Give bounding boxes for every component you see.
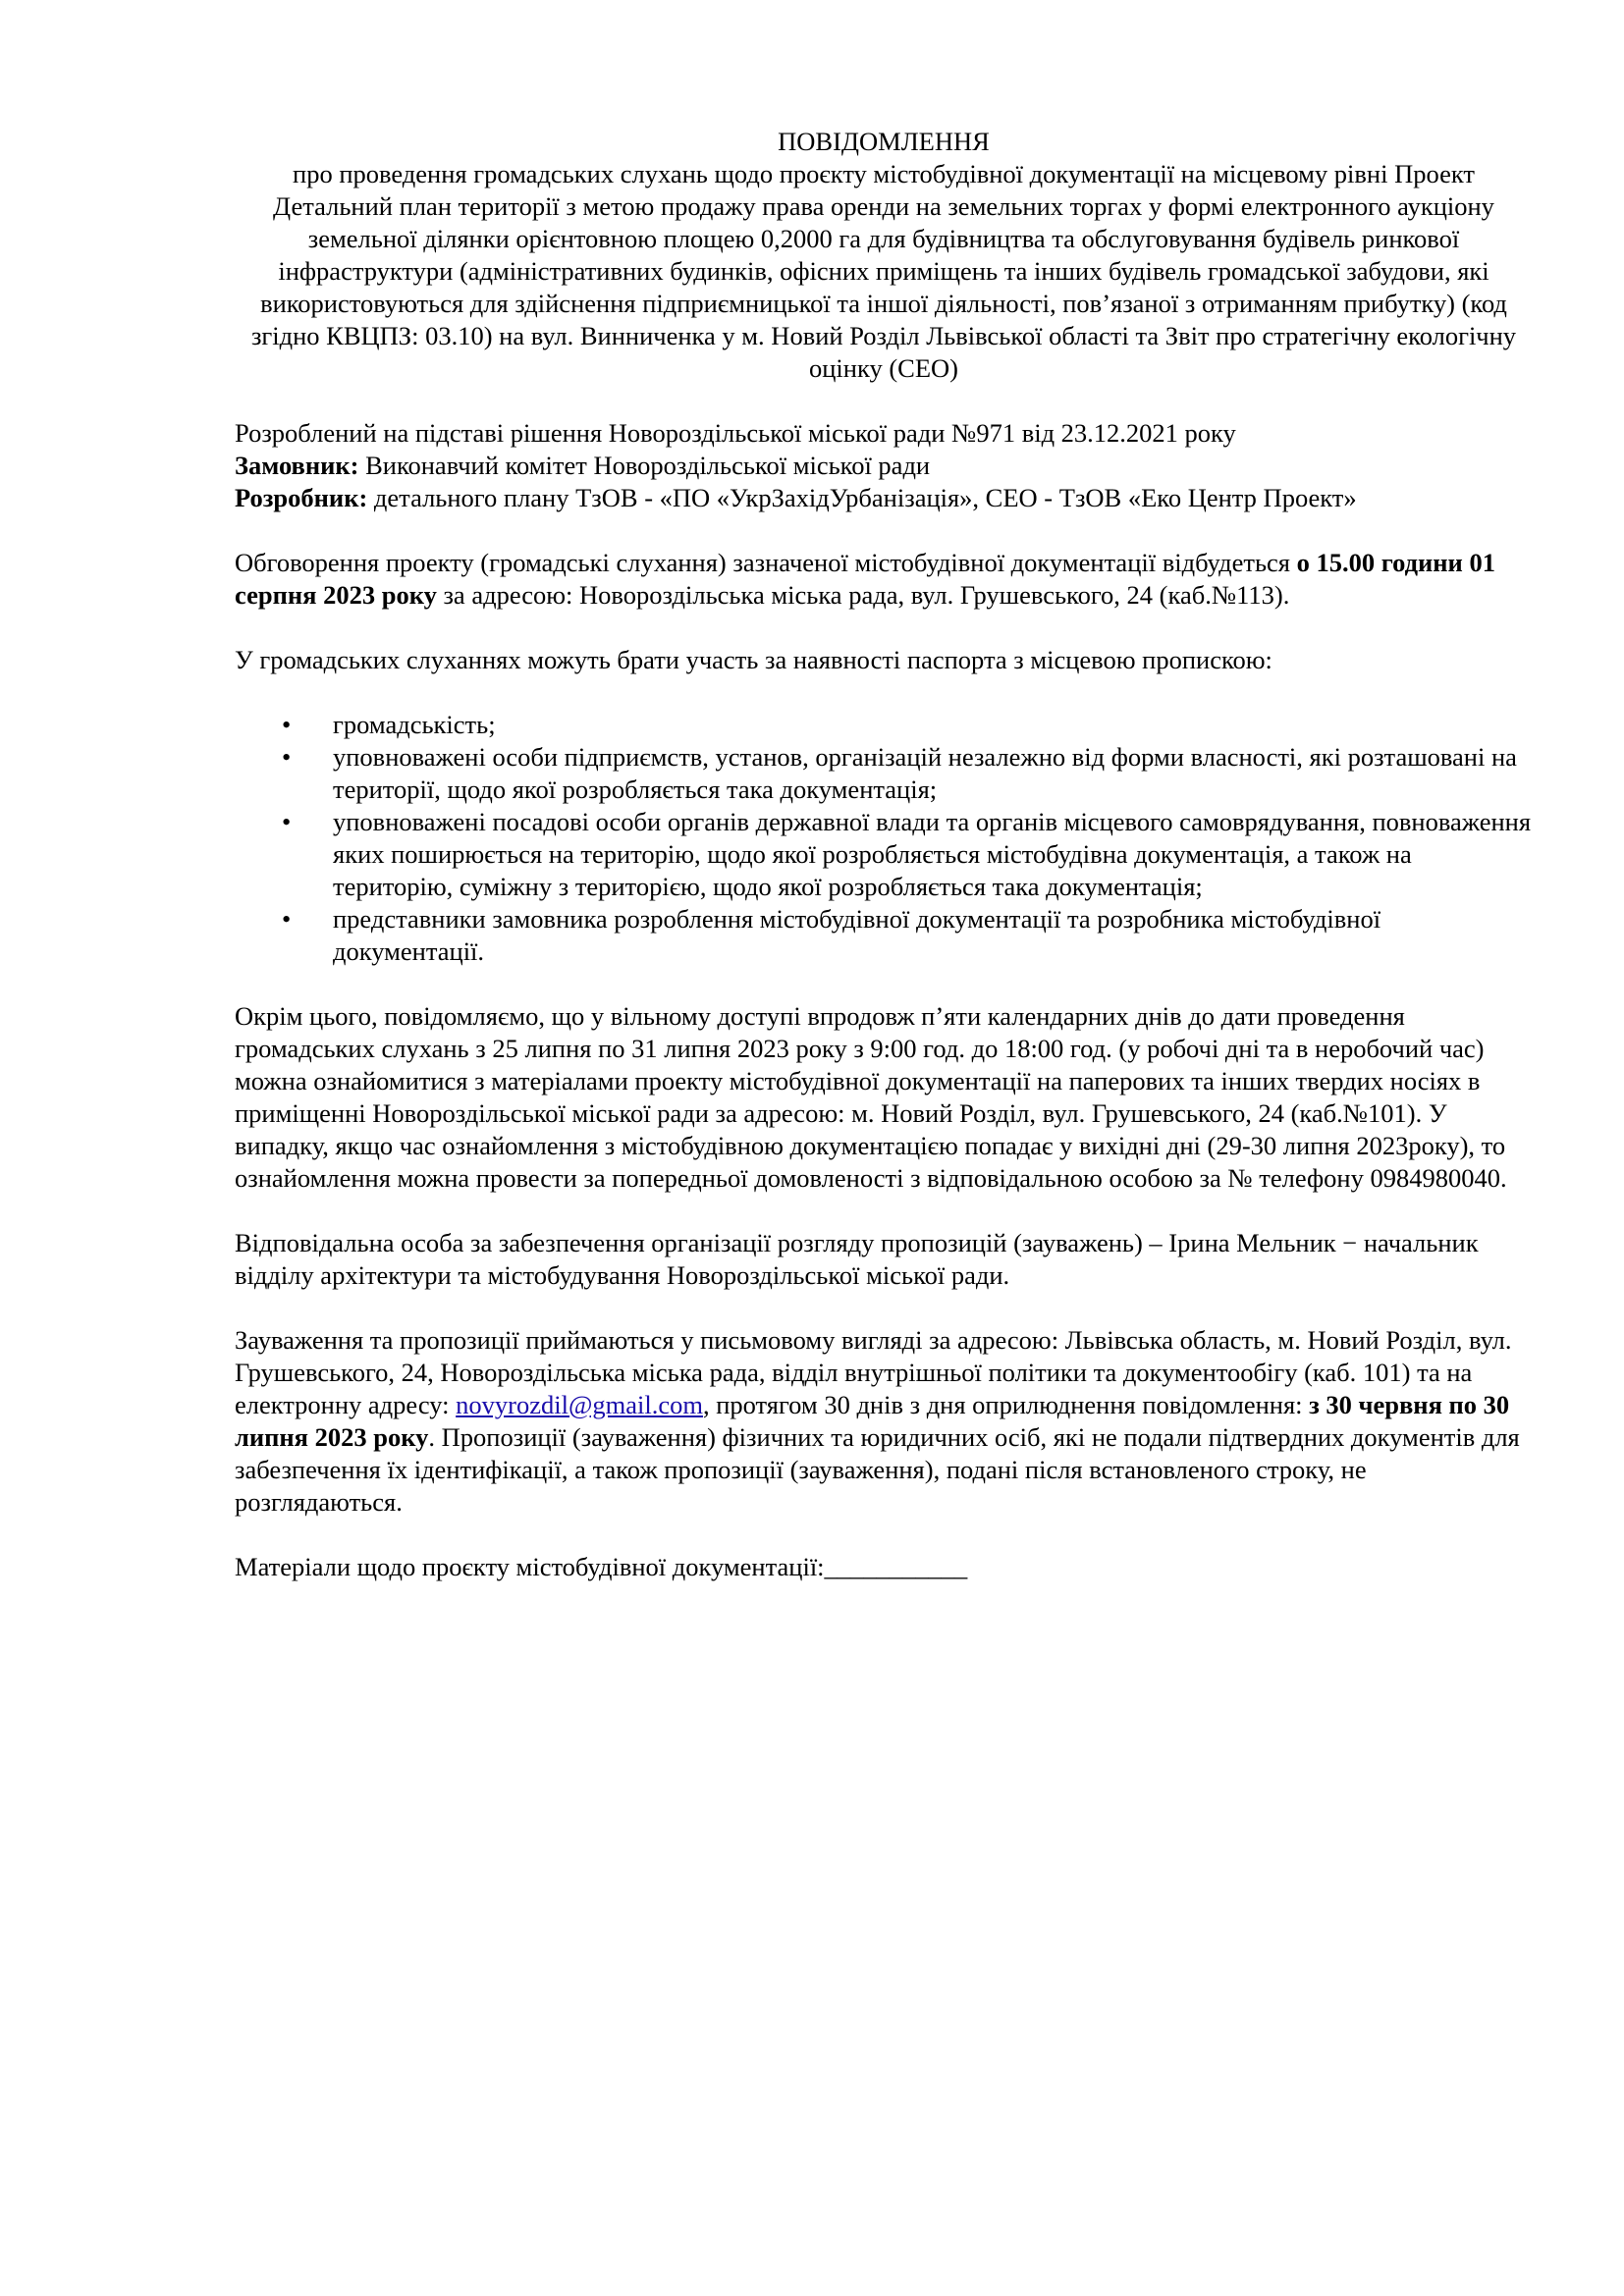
developer-label: Розробник: (235, 483, 368, 512)
document-page (235, 126, 1533, 1583)
discussion-paragraph (235, 547, 1533, 612)
materials-line: Матеріали щодо проєкту містобудівної документації:___________ (235, 1552, 968, 1581)
notice-subtitle: про проведення громадських слухань щодо проєкту містобудівної документації на місцевому рівні Проект Детальний план території з метою продажу права оренди на земельних торгах у формі електронного аукціону земельної ділянки орієнтовною площею 0,2000 га для будівництва та обслуговування будівель ринкової інфраструктури (адміністративних будинків, офісних приміщень та інших будівель громадської забудови, які використовуються для здійснення підприємницької та іншої діяльності, пов’язаної з отриманням прибутку) (код згідно КВЦПЗ: 03.10) на вул. Винниченка у м. Новий Розділ Львівської області та Звіт про стратегічну екологічну оцінку (СЕО) (250, 159, 1517, 383)
proposals-period: з 30 червня по 30 липня 2023 року (235, 1390, 1510, 1452)
discussion-datetime: о 15.00 години 01 серпня 2023 року (235, 548, 1495, 610)
proposals-text-after: . Пропозиції (зауваження) фізичних та юридичних осіб, які не подали підтвердних документів для забезпечення їх ідентифікації, а також пропозиції (зауваження), подані після встановленого строку, не розглядаються. (235, 1422, 1520, 1517)
customer-value: Виконавчий комітет Новороздільської міської ради (358, 451, 931, 480)
proposals-text-before: Зауваження та пропозиції приймаються у письмовому вигляді за адресою: Львівська область, м. Новий Розділ, вул. Грушевського, 24, Новороздільська міська рада, відділ внутрішньої політики та документообігу (каб. 101) та на електронну адресу: (235, 1325, 1512, 1419)
list-item: • уповноважені особи підприємств, установ, організацій незалежно від форми власності, які розташовані на території, щодо якої розробляється така документація; (333, 741, 1533, 806)
discussion-text-before: Обговорення проекту (громадські слухання) зазначеної містобудівної документації відбудеться (235, 548, 1297, 577)
participants-list (235, 709, 1533, 968)
customer-label: Замовник: (235, 451, 359, 480)
developer-value: детального плану ТзОВ - «ПО «УкрЗахідУрбанізація», СЕО - ТзОВ «Еко Центр Проект» (367, 483, 1357, 512)
email-link[interactable]: novyrozdil@gmail.com (456, 1390, 703, 1419)
basis-text: Розроблений на підставі рішення Новороздільської міської ради №971 від 23.12.2021 року (235, 418, 1236, 448)
responsible-paragraph: Відповідальна особа за забезпечення організації розгляду пропозицій (зауважень) – Ірина Мельник − начальник відділу архітектури та містобудування Новороздільської міської ради. (235, 1228, 1479, 1290)
discussion-text-after: за адресою: Новороздільська міська рада, вул. Грушевського, 24 (каб.№113). (436, 580, 1290, 610)
proposals-paragraph (235, 1324, 1533, 1519)
customer-line (235, 450, 1533, 482)
list-item: • представники замовника розроблення містобудівної документації та розробника містобудівної документації. (333, 903, 1533, 968)
access-paragraph: Окрім цього, повідомляємо, що у вільному доступі впродовж п’яти календарних днів до дати проведення громадських слухань з 25 липня по 31 липня 2023 року з 9:00 год. до 18:00 год. (у робочі дні та в неробочий час) можна ознайомитися з матеріалами проекту містобудівної документації на паперових та інших твердих носіях в приміщенні Новороздільської міської ради за адресою: м. Новий Розділ, вул. Грушевського, 24 (каб.№101). У випадку, якщо час ознайомлення з містобудівною документацією попадає у вихідні дні (29-30 липня 2023року), то ознайомлення можна провести за попередньої домовленості з відповідальною особою за № телефону 0984980040. (235, 1001, 1507, 1193)
participants-intro: У громадських слуханнях можуть брати участь за наявності паспорта з місцевою пропискою: (235, 645, 1272, 674)
notice-title: ПОВІДОМЛЕННЯ (778, 127, 990, 156)
list-item: • уповноважені посадові особи органів державної влади та органів місцевого самоврядування, повноваження яких поширюється на територію, щодо якої розробляється містобудівна документація, а також на територію, суміжну з територією, щодо якої розробляється така документація; (333, 806, 1533, 903)
developer-line (235, 482, 1533, 514)
list-item: • громадськість; (333, 709, 1533, 741)
proposals-text-middle: , протягом 30 днів з дня оприлюднення повідомлення: (702, 1390, 1310, 1419)
